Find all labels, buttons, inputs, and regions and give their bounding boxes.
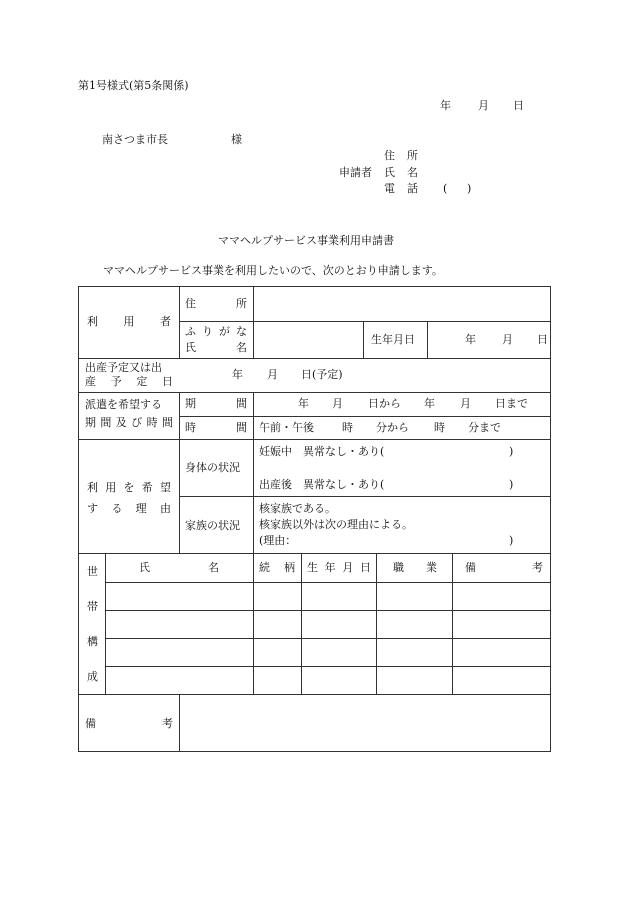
date-year-label: 年 bbox=[440, 99, 451, 112]
phone-paren-open: ( bbox=[443, 182, 448, 195]
household-label-1: 世 bbox=[87, 565, 98, 578]
document-title: ママヘルプサービス事業利用申請書 bbox=[218, 234, 394, 247]
due-date-label-line2: 産 予 定 日 bbox=[85, 375, 173, 388]
rule bbox=[253, 287, 254, 358]
rule bbox=[376, 553, 377, 694]
applicant-phone-label: 電 話 bbox=[384, 182, 418, 195]
period-month-2: 月 bbox=[460, 397, 471, 410]
period-year-2: 年 bbox=[424, 397, 435, 410]
date-day-label: 日 bbox=[513, 99, 524, 112]
time-hour-2: 時 bbox=[434, 421, 445, 434]
body-condition-label: 身体の状況 bbox=[185, 461, 240, 474]
family-line-1: 核家族である。 bbox=[259, 502, 336, 515]
rule bbox=[105, 638, 551, 639]
user-birth-month: 月 bbox=[502, 333, 513, 346]
family-line-2: 核家族以外は次の理由による。 bbox=[259, 518, 413, 531]
rule bbox=[79, 358, 551, 359]
user-birth-year: 年 bbox=[465, 333, 476, 346]
applicant-address-label: 住 所 bbox=[384, 149, 418, 162]
rule bbox=[179, 287, 180, 358]
user-birth-label: 生年月日 bbox=[371, 333, 415, 346]
rule bbox=[79, 439, 551, 440]
rule bbox=[253, 392, 254, 439]
user-birth-day: 日 bbox=[537, 333, 548, 346]
due-date-label-line1: 出産予定又は出 bbox=[85, 361, 162, 374]
time-hour-1: 時 bbox=[342, 421, 353, 434]
rule bbox=[179, 392, 180, 439]
user-label: 利 用 者 bbox=[87, 315, 171, 328]
user-address-label: 住 所 bbox=[185, 297, 247, 310]
rule bbox=[253, 553, 254, 694]
household-label-3: 構 bbox=[87, 635, 98, 648]
rule bbox=[105, 666, 551, 667]
family-close-paren: ) bbox=[509, 534, 514, 547]
family-line-3: (理由： bbox=[259, 534, 297, 547]
rule bbox=[253, 439, 254, 553]
phone-paren-close: ) bbox=[467, 182, 472, 195]
time-ampm: 午前・午後 bbox=[259, 421, 314, 434]
dispatch-time-label: 時 間 bbox=[185, 421, 247, 434]
addressee: 南さつま市長 bbox=[102, 133, 168, 146]
rule bbox=[179, 439, 180, 553]
col-header-note: 備 考 bbox=[465, 561, 543, 574]
dispatch-period-label: 期 間 bbox=[185, 397, 247, 410]
pregnant-status: 妊娠中 異常なし・あり( bbox=[259, 445, 385, 458]
date-month-label: 月 bbox=[478, 99, 489, 112]
rule bbox=[363, 321, 364, 358]
period-until: 日まで bbox=[495, 397, 528, 410]
rule bbox=[179, 694, 180, 752]
household-label-2: 帯 bbox=[87, 600, 98, 613]
rule bbox=[301, 553, 302, 694]
col-header-birth: 生 年 月 日 bbox=[307, 561, 371, 574]
period-year-1: 年 bbox=[298, 397, 309, 410]
rule bbox=[427, 321, 428, 358]
household-label-4: 成 bbox=[87, 670, 98, 683]
reason-label-line1: 利 用 を 希 望 bbox=[87, 481, 171, 494]
reason-label-line2: す る 理 由 bbox=[87, 502, 171, 515]
rule bbox=[105, 610, 551, 611]
col-header-name: 氏 名 bbox=[139, 561, 219, 574]
postpartum-status: 出産後 異常なし・あり( bbox=[259, 478, 385, 491]
applicant-label: 申請者 bbox=[339, 166, 372, 179]
rule bbox=[179, 496, 551, 497]
application-form-table bbox=[78, 286, 551, 752]
furigana-label: ふ り が な bbox=[185, 325, 247, 338]
due-date-month: 月 bbox=[267, 368, 278, 381]
pregnant-close-paren: ) bbox=[509, 445, 514, 458]
time-until: 分まで bbox=[468, 421, 501, 434]
due-date-year: 年 bbox=[232, 368, 243, 381]
rule bbox=[105, 582, 551, 583]
rule bbox=[105, 553, 106, 694]
user-name-label: 氏 名 bbox=[185, 341, 247, 354]
dispatch-label-line1: 派遣を希望する bbox=[85, 398, 162, 411]
rule bbox=[79, 694, 551, 695]
col-header-job: 職 業 bbox=[393, 561, 437, 574]
family-condition-label: 家族の状況 bbox=[185, 519, 240, 532]
rule bbox=[179, 416, 551, 417]
time-from: 分から bbox=[376, 421, 409, 434]
rule bbox=[452, 553, 453, 694]
form-number: 第1号様式(第5条関係) bbox=[78, 79, 189, 92]
period-from: 日から bbox=[368, 397, 401, 410]
rule bbox=[179, 321, 551, 322]
period-month-1: 月 bbox=[332, 397, 343, 410]
rule bbox=[79, 553, 551, 554]
due-date-day: 日(予定) bbox=[301, 368, 343, 381]
addressee-suffix: 様 bbox=[231, 133, 242, 146]
remarks-label: 備 考 bbox=[85, 717, 173, 730]
postpartum-close-paren: ) bbox=[509, 478, 514, 491]
applicant-name-label: 氏 名 bbox=[384, 166, 418, 179]
rule bbox=[79, 392, 551, 393]
dispatch-label-line2: 期 間 及 び 時 間 bbox=[85, 416, 173, 429]
col-header-relation: 続 柄 bbox=[259, 561, 295, 574]
intro-text: ママヘルプサービス事業を利用したいので、次のとおり申請します。 bbox=[103, 264, 443, 277]
